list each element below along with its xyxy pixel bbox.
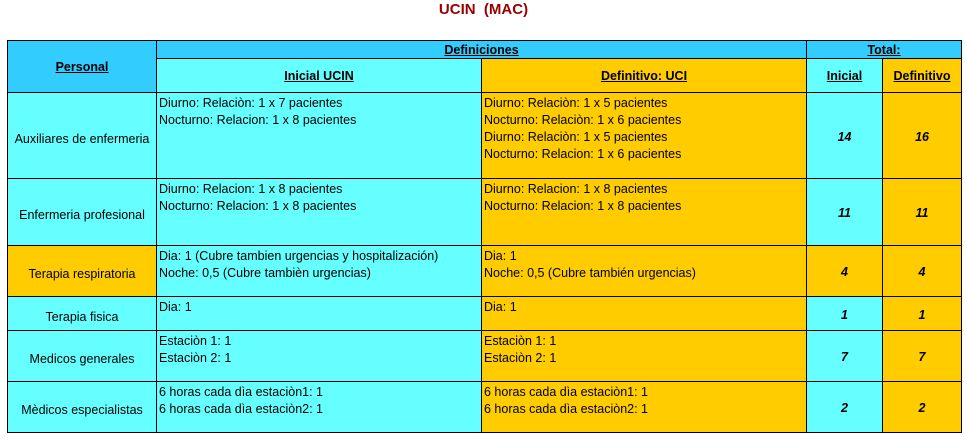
total-inicial-cell: 14 (807, 93, 883, 179)
desc-line: 6 horas cada dìa estaciòn2: 1 (159, 402, 324, 416)
inicial-ucin-cell (157, 382, 482, 433)
desc-line: Diurno: Relaciòn: 1 x 7 pacientes (159, 96, 343, 110)
role-cell: Medicos generales (8, 331, 157, 382)
total-inicial-cell: 7 (807, 331, 883, 382)
header-total-definitivo: Definitivo (883, 59, 962, 93)
definitivo-uci-cell (482, 246, 807, 297)
definitivo-uci-cell (482, 382, 807, 433)
table-row (8, 93, 962, 179)
table-row (8, 246, 962, 297)
header-definitivo-uci: Definitivo: UCI (482, 59, 807, 93)
inicial-ucin-cell (157, 331, 482, 382)
total-inicial-cell: 4 (807, 246, 883, 297)
page-title: UCIN (MAC) (438, 1, 529, 18)
desc-line: Dia: 1 (484, 249, 517, 263)
table-row (8, 179, 962, 246)
desc-line: Diurno: Relaciòn: 1 x 5 pacientes (484, 130, 668, 144)
desc-line: Estaciòn 2: 1 (159, 351, 232, 365)
desc-line: Diurno: Relacion: 1 x 8 pacientes (484, 182, 668, 196)
staffing-table (7, 40, 962, 433)
role-cell: Terapia fisica (8, 297, 157, 331)
header-total-inicial: Inicial (807, 59, 883, 93)
table-row (8, 382, 962, 433)
desc-line: Diurno: Relaciòn: 1 x 5 pacientes (484, 96, 668, 110)
header-inicial-ucin: Inicial UCIN (157, 59, 482, 93)
definitivo-uci-cell (482, 331, 807, 382)
desc-line: Dia: 1 (484, 300, 517, 314)
total-definitivo-cell: 4 (883, 246, 962, 297)
inicial-ucin-cell (157, 246, 482, 297)
desc-line: Estaciòn 1: 1 (484, 334, 557, 348)
total-definitivo-cell: 2 (883, 382, 962, 433)
desc-line: Nocturno: Relacion: 1 x 8 pacientes (484, 199, 682, 213)
inicial-ucin-cell (157, 93, 482, 179)
role-cell: Terapia respiratoria (8, 246, 157, 297)
desc-line: Diurno: Relacion: 1 x 8 pacientes (159, 182, 343, 196)
table-row (8, 331, 962, 382)
desc-line: Dia: 1 (Cubre tambien urgencias y hospitalización) (159, 249, 439, 263)
definitivo-uci-cell (482, 297, 807, 331)
total-definitivo-cell: 16 (883, 93, 962, 179)
role-cell: Mèdicos especialistas (8, 382, 157, 433)
desc-line: Noche: 0,5 (Cubre también urgencias) (484, 266, 696, 280)
desc-line: Nocturno: Relaciòn: 1 x 6 pacientes (484, 113, 682, 127)
role-cell: Auxiliares de enfermeria (8, 93, 157, 179)
inicial-ucin-cell (157, 179, 482, 246)
desc-line: 6 horas cada dìa estaciòn1: 1 (159, 385, 324, 399)
total-inicial-cell: 2 (807, 382, 883, 433)
total-definitivo-cell: 1 (883, 297, 962, 331)
role-cell: Enfermeria profesional (8, 179, 157, 246)
desc-line: Estaciòn 1: 1 (159, 334, 232, 348)
inicial-ucin-cell (157, 297, 482, 331)
desc-line: Noche: 0,5 (Cubre tambièn urgencias) (159, 266, 371, 280)
header-row-top (8, 41, 962, 59)
table-row (8, 297, 962, 331)
total-definitivo-cell: 11 (883, 179, 962, 246)
desc-line: Nocturno: Relacion: 1 x 8 pacientes (159, 199, 357, 213)
header-personal: Personal (8, 41, 157, 93)
total-inicial-cell: 1 (807, 297, 883, 331)
desc-line: Nocturno: Relacion: 1 x 6 pacientes (484, 147, 682, 161)
header-total: Total: (807, 41, 962, 59)
header-definiciones: Definiciones (157, 41, 807, 59)
total-definitivo-cell: 7 (883, 331, 962, 382)
total-inicial-cell: 11 (807, 179, 883, 246)
desc-line: 6 horas cada dìa estaciòn2: 1 (484, 402, 649, 416)
desc-line: Estaciòn 2: 1 (484, 351, 557, 365)
desc-line: Nocturno: Relacion: 1 x 8 pacientes (159, 113, 357, 127)
desc-line: 6 horas cada dìa estaciòn1: 1 (484, 385, 649, 399)
definitivo-uci-cell (482, 179, 807, 246)
desc-line: Dia: 1 (159, 300, 192, 314)
definitivo-uci-cell (482, 93, 807, 179)
